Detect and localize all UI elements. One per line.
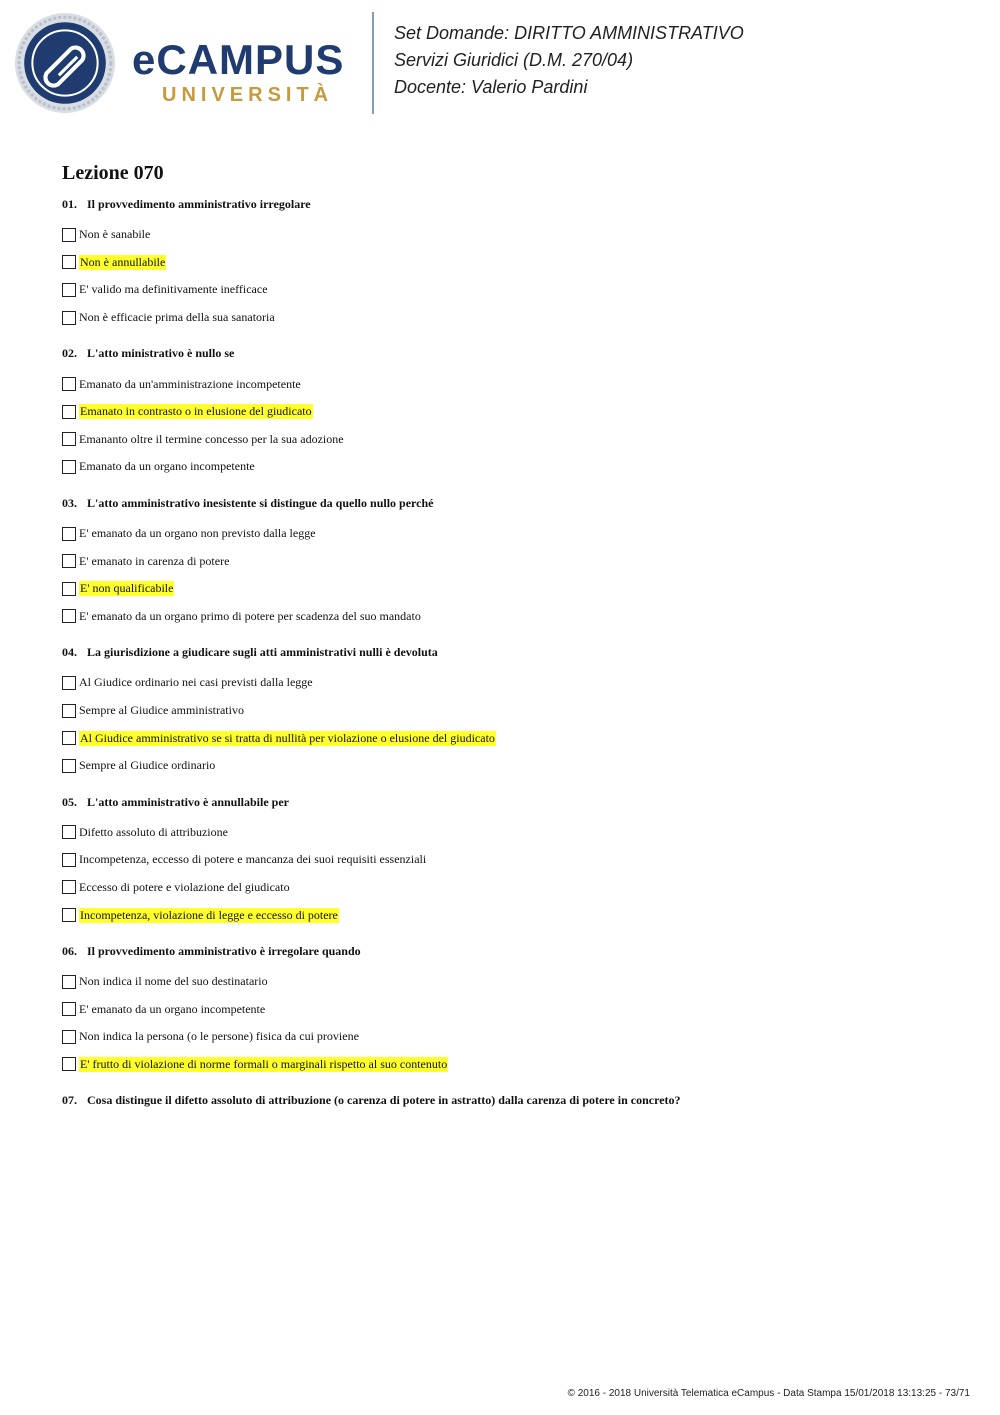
answer-option[interactable]: [62, 276, 962, 304]
answer-label: Incompetenza, eccesso di potere e mancanza dei suoi requisiti essenziali: [79, 852, 427, 867]
question-block: [62, 196, 962, 331]
answer-label: Emanato da un'amministrazione incompetente: [79, 376, 301, 391]
course-set-title: Set Domande: DIRITTO AMMINISTRATIVO: [394, 23, 744, 43]
answer-checkbox[interactable]: [62, 255, 76, 269]
answer-checkbox[interactable]: [62, 554, 76, 568]
question-label: La giurisdizione a giudicare sugli atti amministrativi nulli è devoluta: [87, 645, 438, 660]
answer-option[interactable]: [62, 575, 962, 603]
page-header: [0, 0, 1000, 130]
answer-option[interactable]: [62, 697, 962, 725]
answer-checkbox[interactable]: [62, 1030, 76, 1044]
answer-label: Non è sanabile: [79, 227, 151, 242]
answer-option[interactable]: [62, 370, 962, 398]
question-list: [62, 196, 962, 1108]
answer-option[interactable]: [62, 221, 962, 249]
answer-checkbox[interactable]: [62, 853, 76, 867]
answer-label: Non è efficacie prima della sua sanatoria: [79, 310, 275, 325]
question-block: [62, 644, 962, 779]
answer-checkbox[interactable]: [62, 405, 76, 419]
course-teacher: Docente: Valerio Pardini: [394, 77, 588, 97]
answer-label: E' valido ma definitivamente inefficace: [79, 282, 268, 297]
answer-checkbox[interactable]: [62, 908, 76, 922]
answer-option[interactable]: [62, 1051, 962, 1079]
answer-option[interactable]: [62, 752, 962, 780]
answer-option[interactable]: [62, 426, 962, 454]
answer-checkbox[interactable]: [62, 311, 76, 325]
question-text: [62, 196, 962, 212]
answer-checkbox[interactable]: [62, 228, 76, 242]
answer-checkbox[interactable]: [62, 825, 76, 839]
answer-checkbox[interactable]: [62, 283, 76, 297]
answer-checkbox[interactable]: [62, 527, 76, 541]
answer-option[interactable]: [62, 968, 962, 996]
answer-label-correct: E' non qualificabile: [80, 581, 174, 596]
answer-label: Difetto assoluto di attribuzione: [79, 824, 228, 839]
question-block: [62, 345, 962, 480]
ecampus-seal-logo: [14, 12, 116, 114]
answer-checkbox[interactable]: [62, 432, 76, 446]
question-block: [62, 943, 962, 1078]
answer-checkbox[interactable]: [62, 377, 76, 391]
question-block: [62, 495, 962, 630]
answer-label-correct: Emanato in contrasto o in elusione del giudicato: [80, 404, 312, 419]
question-label: Il provvedimento amministrativo è irregolare quando: [87, 943, 361, 958]
answer-option[interactable]: [62, 724, 962, 752]
answer-option[interactable]: [62, 995, 962, 1023]
lesson-title: Lezione 070: [62, 162, 164, 184]
answer-label: Emanato da un organo incompetente: [79, 459, 255, 474]
answer-option[interactable]: [62, 547, 962, 575]
header-divider: [372, 12, 374, 114]
question-number: 03.: [62, 495, 77, 510]
brand-name: eCAMPUS: [132, 36, 345, 83]
question-text: [62, 794, 962, 810]
brand-subtitle: UNIVERSITÀ: [162, 84, 334, 106]
answer-option[interactable]: [62, 846, 962, 874]
answer-checkbox[interactable]: [62, 460, 76, 474]
answer-label: E' emanato da un organo incompetente: [79, 1001, 266, 1016]
answer-label-correct: Al Giudice amministrativo se si tratta di nullità per violazione o elusione del giudicato: [80, 730, 495, 745]
answer-checkbox[interactable]: [62, 1002, 76, 1016]
answer-option[interactable]: [62, 304, 962, 332]
question-text: [62, 1092, 962, 1108]
question-text: [62, 644, 962, 660]
question-number: 05.: [62, 794, 77, 809]
question-set: [62, 160, 962, 1122]
answer-label-correct: Non è annullabile: [80, 254, 166, 269]
question-block: [62, 794, 962, 929]
answer-checkbox[interactable]: [62, 975, 76, 989]
question-number: 07.: [62, 1093, 77, 1108]
question-block: [62, 1092, 962, 1108]
answer-label: E' emanato da un organo non previsto dalla legge: [79, 526, 316, 541]
question-label: Il provvedimento amministrativo irregolare: [87, 197, 311, 211]
answer-option[interactable]: [62, 249, 962, 277]
answer-checkbox[interactable]: [62, 609, 76, 623]
answer-checkbox[interactable]: [62, 731, 76, 745]
answer-checkbox[interactable]: [62, 704, 76, 718]
question-number: 01.: [62, 197, 77, 211]
answer-label: Sempre al Giudice ordinario: [79, 758, 216, 773]
question-label: Cosa distingue il difetto assoluto di attribuzione (o carenza di potere in astratto) dalla carenza di potere in concreto?: [87, 1093, 681, 1108]
question-label: L'atto ministrativo è nullo se: [87, 346, 235, 361]
course-info: [394, 20, 744, 101]
answer-label: E' emanato da un organo primo di potere per scadenza del suo mandato: [79, 608, 421, 623]
answer-option[interactable]: [62, 453, 962, 481]
answer-label: Emananto oltre il termine concesso per la sua adozione: [79, 431, 344, 446]
question-label: L'atto amministrativo inesistente si distingue da quello nullo perché: [87, 495, 434, 510]
page-footer: © 2016 - 2018 Università Telematica eCampus - Data Stampa 15/01/2018 13:13:25 - 73/71: [567, 1388, 970, 1399]
question-label: L'atto amministrativo è annullabile per: [87, 794, 289, 809]
answer-option[interactable]: [62, 819, 962, 847]
answer-label: Non indica il nome del suo destinatario: [79, 974, 268, 989]
answer-label: Non indica la persona (o le persone) fisica da cui proviene: [79, 1029, 359, 1044]
course-program: Servizi Giuridici (D.M. 270/04): [394, 50, 634, 70]
answer-checkbox[interactable]: [62, 676, 76, 690]
answer-option[interactable]: [62, 1023, 962, 1051]
answer-label: Eccesso di potere e violazione del giudicato: [79, 879, 290, 894]
question-number: 04.: [62, 645, 77, 660]
answer-option[interactable]: [62, 669, 962, 697]
answer-option[interactable]: [62, 520, 962, 548]
answer-label-correct: E' frutto di violazione di norme formali o marginali rispetto al suo contenuto: [80, 1056, 448, 1071]
question-text: [62, 943, 962, 959]
answer-label: E' emanato in carenza di potere: [79, 553, 230, 568]
answer-option[interactable]: [62, 603, 962, 631]
answer-option[interactable]: [62, 398, 962, 426]
answer-checkbox[interactable]: [62, 759, 76, 773]
answer-label: Sempre al Giudice amministrativo: [79, 703, 244, 718]
question-text: [62, 495, 962, 511]
answer-checkbox[interactable]: [62, 582, 76, 596]
question-number: 02.: [62, 346, 77, 361]
question-text: [62, 345, 962, 361]
answer-option[interactable]: [62, 901, 962, 929]
question-number: 06.: [62, 943, 77, 958]
answer-label-correct: Incompetenza, violazione di legge e eccesso di potere: [80, 907, 338, 922]
answer-checkbox[interactable]: [62, 880, 76, 894]
answer-option[interactable]: [62, 874, 962, 902]
answer-checkbox[interactable]: [62, 1057, 76, 1071]
answer-label: Al Giudice ordinario nei casi previsti dalla legge: [79, 675, 313, 690]
